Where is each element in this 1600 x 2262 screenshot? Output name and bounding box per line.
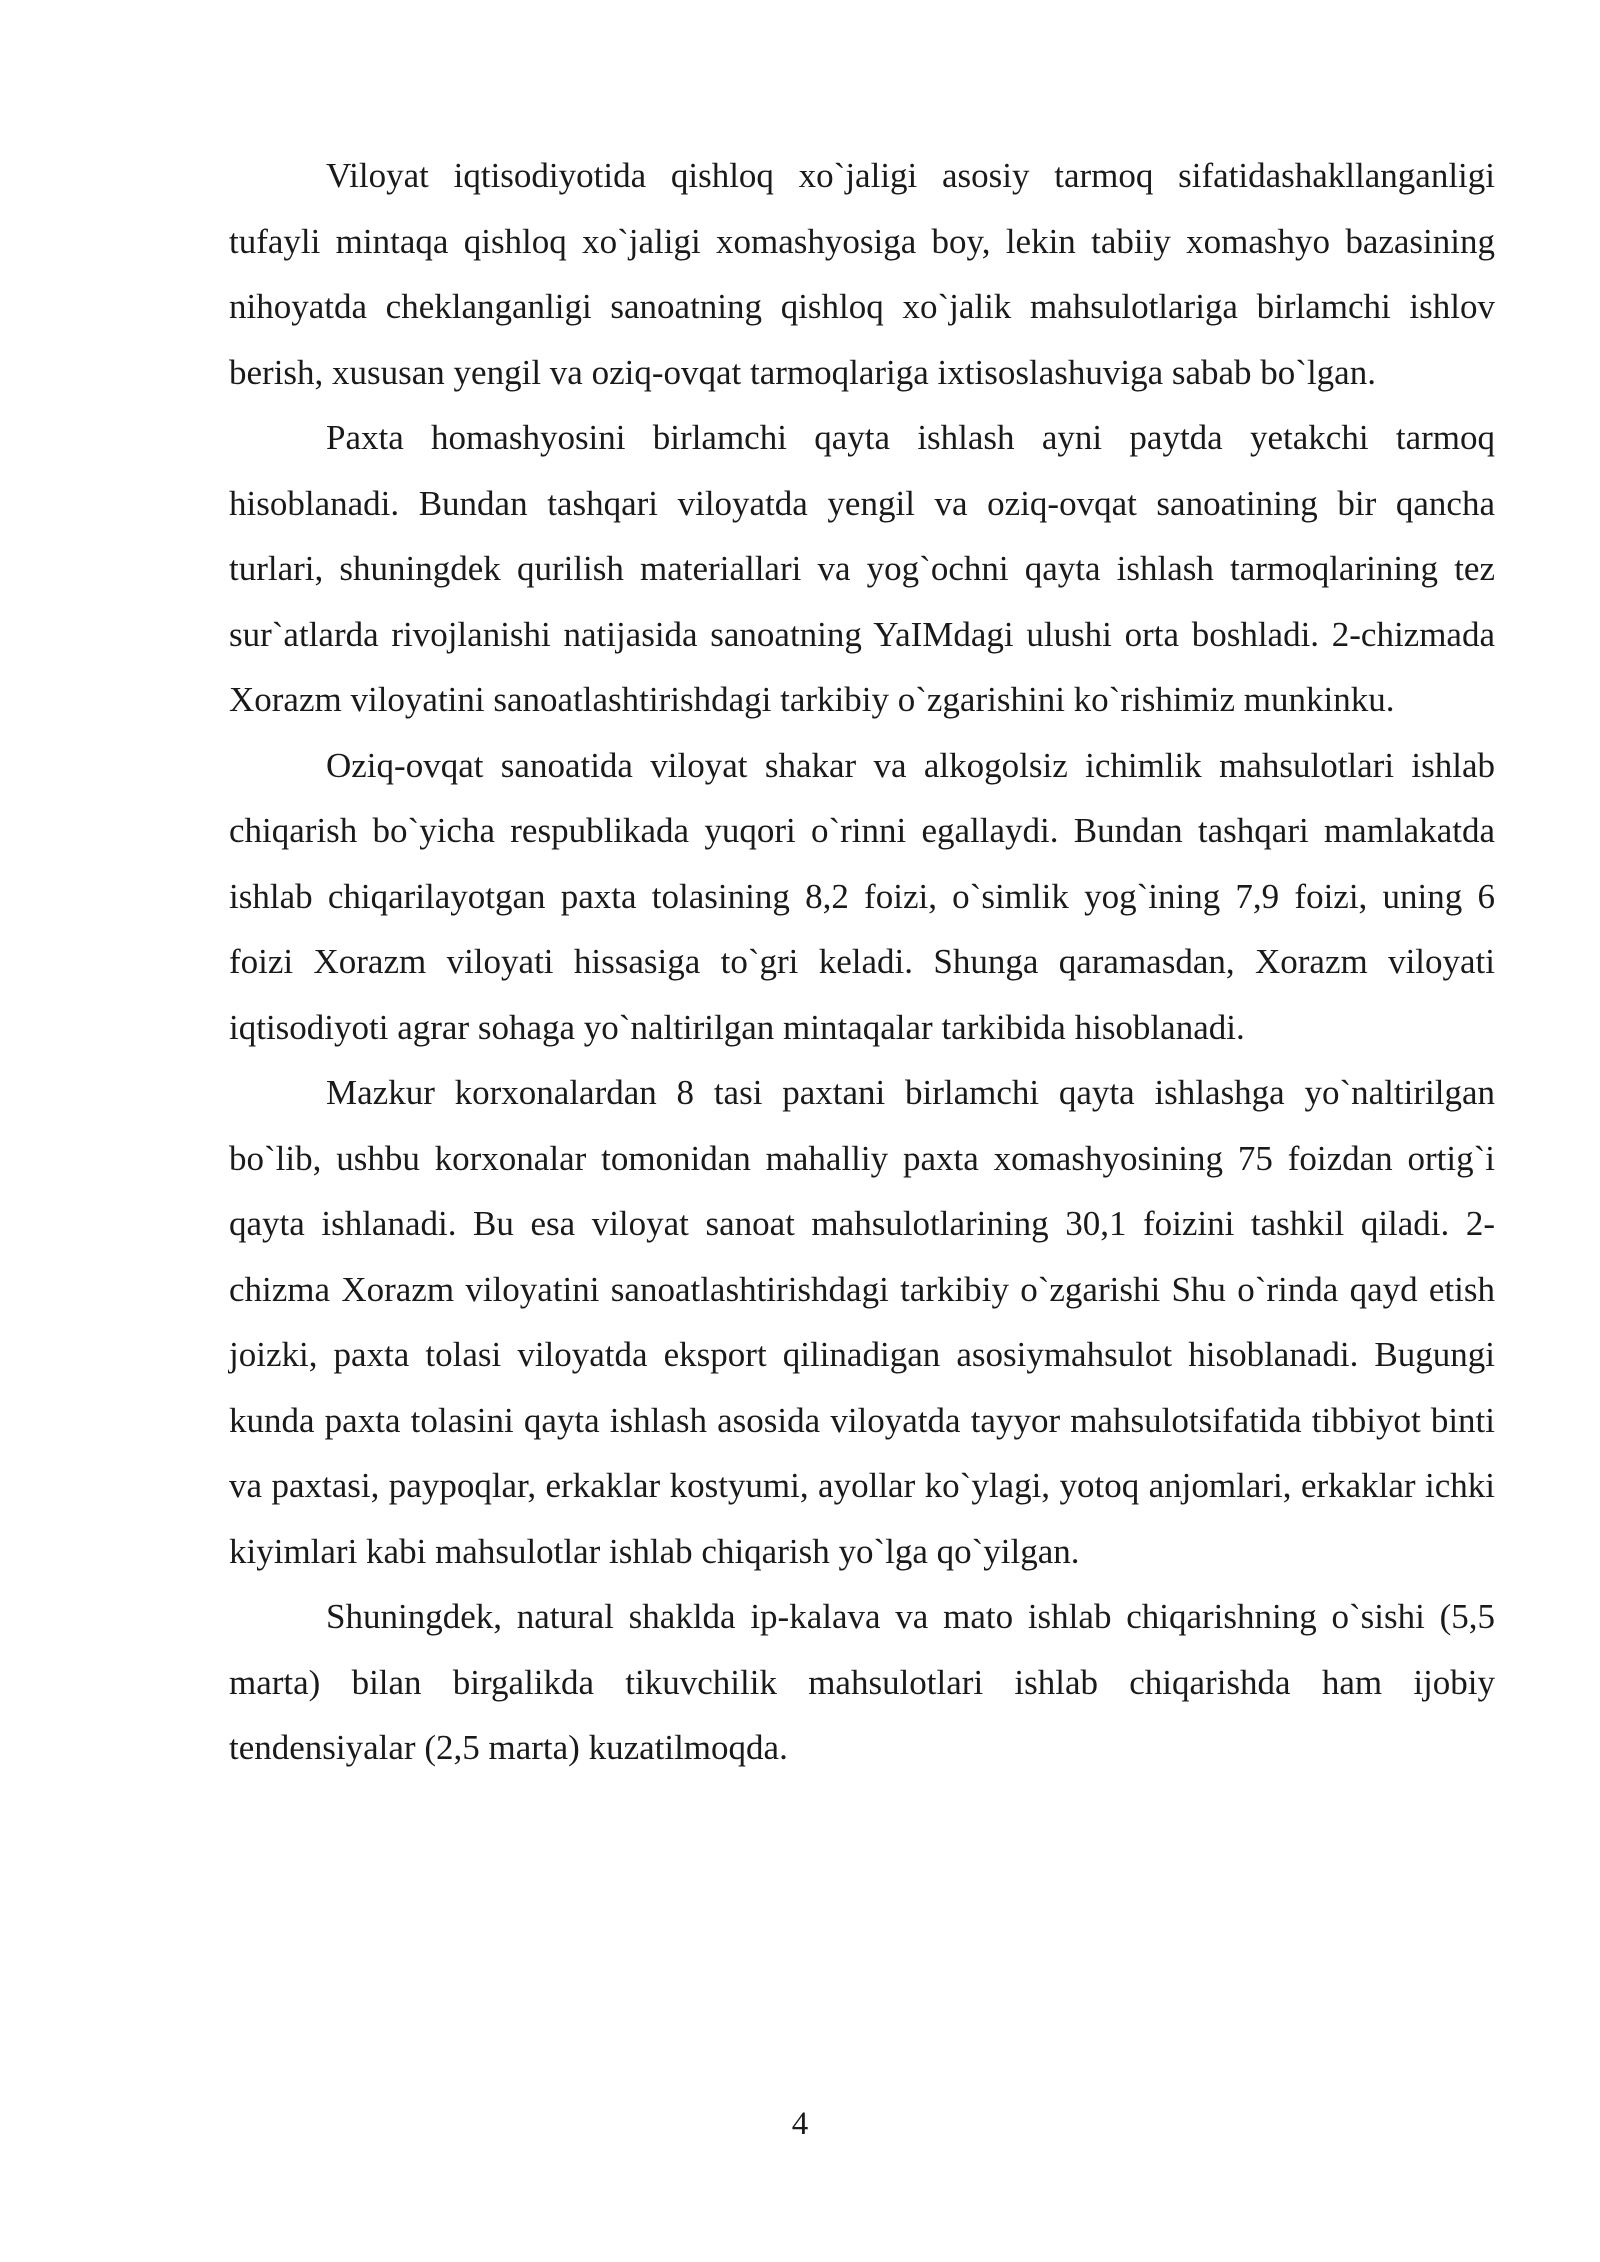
paragraph-5: Shuningdek, natural shaklda ip-kalava va mato ishlab chiqarishning o`sishi (5,5 marta) bilan birgalikda tikuvchilik mahsulotlari ishlab chiqarishda ham ijobiy tendensiyalar (2,5 marta) kuzatilmoqda. — [229, 1597, 1495, 1767]
paragraph-1: Viloyat iqtisodiyotida qishloq xo`jaligi asosiy tarmoq sifatidashakllanganligi tufayli mintaqa qishloq xo`jaligi xomashyosiga boy, lekin tabiiy xomashyo bazasining nihoyatda cheklanganligi sanoatning qishloq xo`jalik mahsulotlariga birlamchi ishlov berish, xususan yengil va oziq-ovqat tarmoqlariga ixtisoslashuviga sabab bo`lgan. — [229, 156, 1495, 392]
paragraph-3: Oziq-ovqat sanoatida viloyat shakar va alkogolsiz ichimlik mahsulotlari ishlab chiqarish bo`yicha respublikada yuqori o`rinni egallaydi. Bundan tashqari mamlakatda ishlab chiqarilayotgan paxta tolasining 8,2 foizi, o`simlik yog`ining 7,9 foizi, uning 6 foizi Xorazm viloyati hissasiga to`gri keladi. Shunga qaramasdan, Xorazm viloyati iqtisodiyoti agrar sohaga yo`naltirilgan mintaqalar tarkibida hisoblanadi. — [229, 745, 1495, 1047]
page-number: 4 — [791, 2106, 809, 2142]
paragraph-2: Paxta homashyosini birlamchi qayta ishlash ayni paytda yetakchi tarmoq hisoblanadi. Bundan tashqari viloyatda yengil va oziq-ovqat sanoatining bir qancha turlari, shuningdek qurilish materiallari va yog`ochni qayta ishlash tarmoqlarining tez sur`atlarda rivojlanishi natijasida sanoatning YaIMdagi ulushi orta boshladi. 2-chizmada Xorazm viloyatini sanoatlashtirishdagi tarkibiy o`zgarishini ko`rishimiz munkinku. — [229, 418, 1495, 719]
paragraph-4: Mazkur korxonalardan 8 tasi paxtani birlamchi qayta ishlashga yo`naltirilgan bo`lib, ushbu korxonalar tomonidan mahalliy paxta xomashyosining 75 foizdan ortig`i qayta ishlanadi. Bu esa viloyat sanoat mahsulotlarining 30,1 foizini tashkil qiladi. 2-chizma Xorazm viloyatini sanoatlashtirishdagi tarkibiy o`zgarishi Shu o`rinda qayd etish joizki, paxta tolasi viloyatda eksport qilinadigan asosiymahsulot hisoblanadi. Bugungi kunda paxta tolasini qayta ishlash asosida viloyatda tayyor mahsulotsifatida tibbiyot binti va paxtasi, paypoqlar, erkaklar kostyumi, ayollar ko`ylagi, yotoq anjomlari, erkaklar ichki kiyimlari kabi mahsulotlar ishlab chiqarish yo`lga qo`yilgan. — [229, 1073, 1495, 1571]
document-body — [229, 143, 1495, 1781]
